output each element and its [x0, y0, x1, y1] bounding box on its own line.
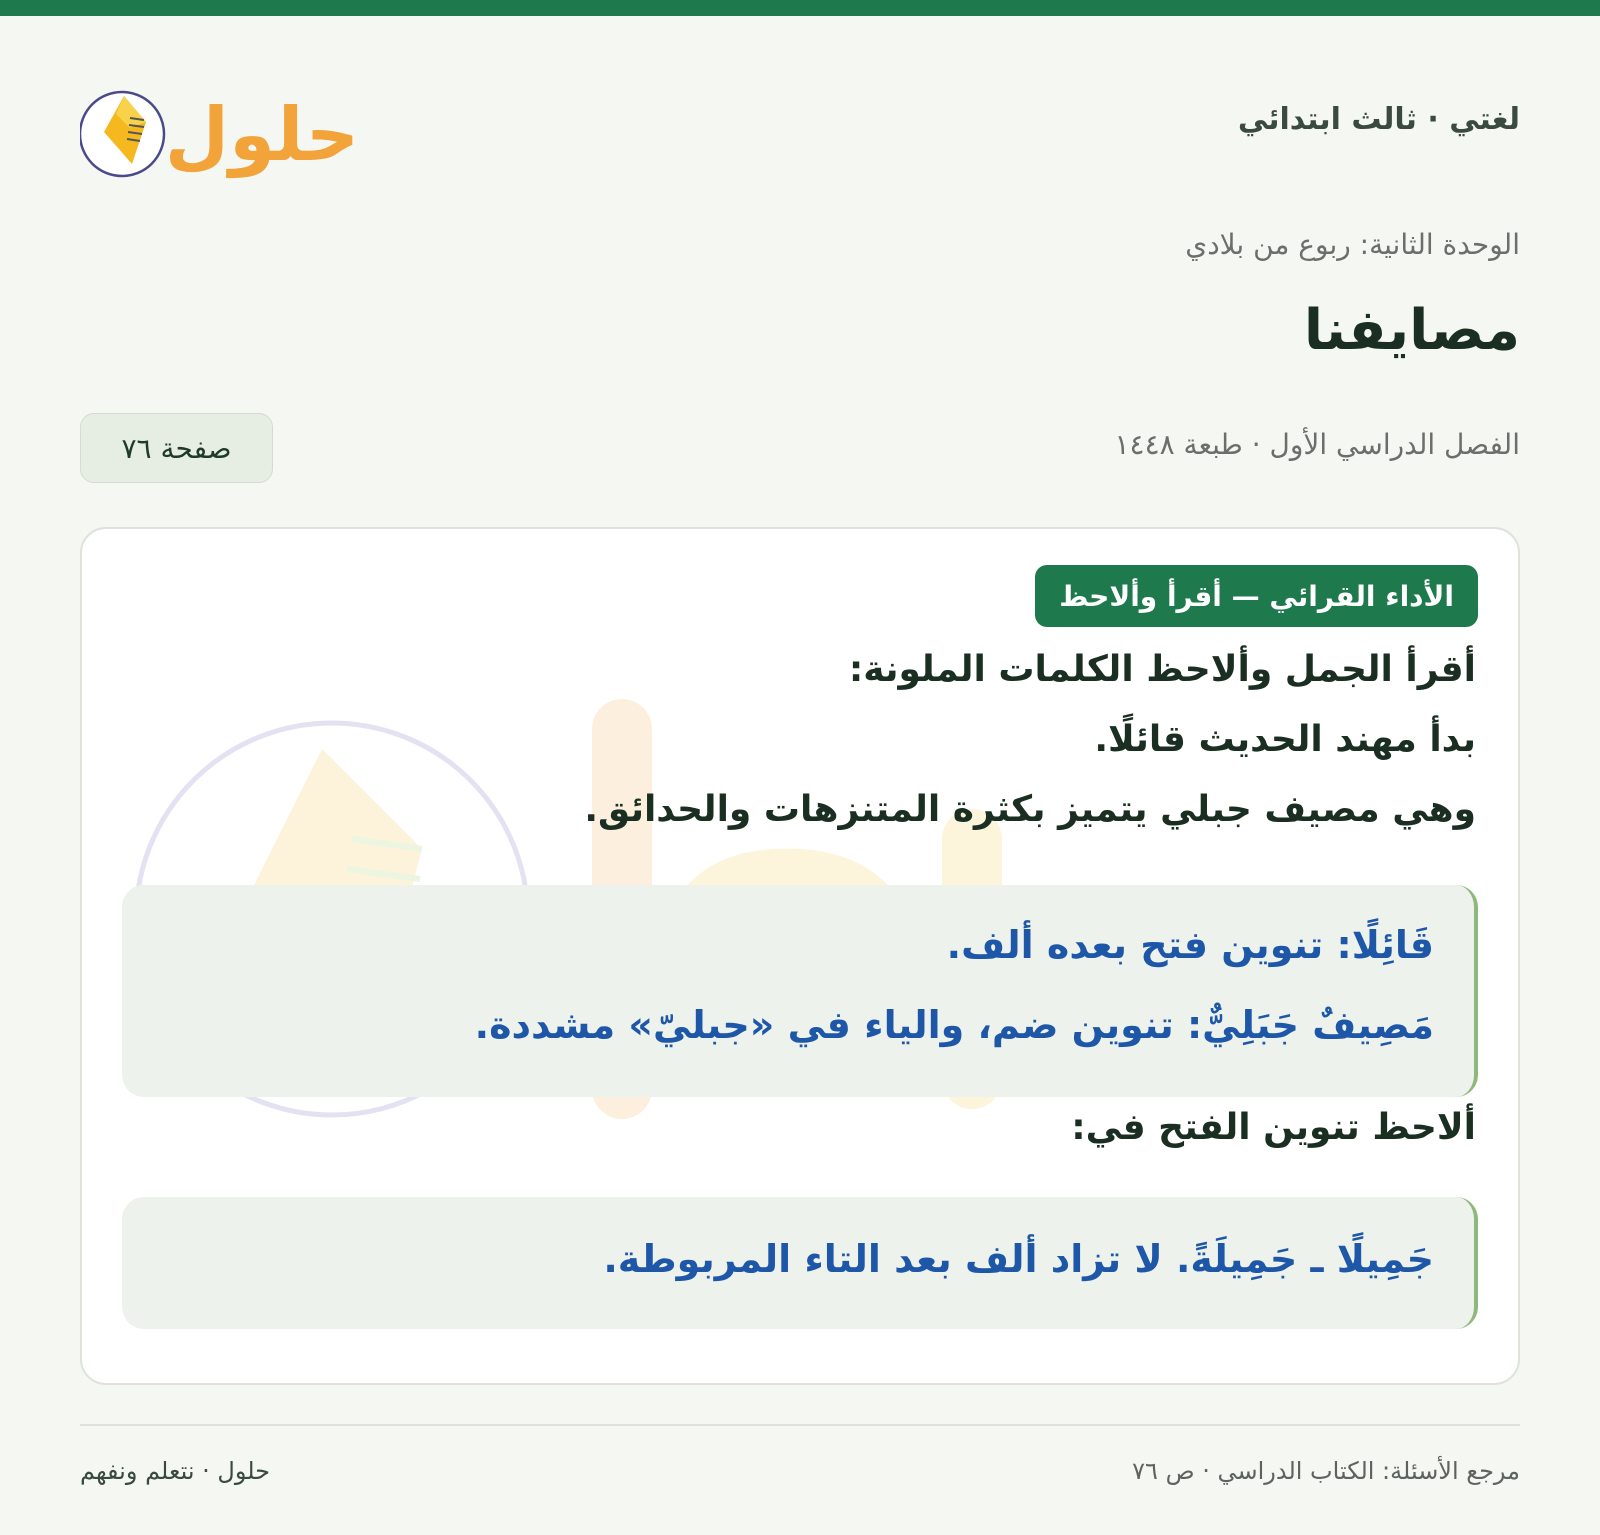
note-line-2: مَصِيفٌ جَبَلِيٌّ: تنوين ضم، والياء في «جبليّ» مشددة. — [474, 1003, 1434, 1047]
reading-sentence-1: بدأ مهند الحديث قائلًا. — [1094, 719, 1476, 760]
header — [80, 62, 1520, 192]
subject-title: لغتي · ثالث ابتدائي — [1237, 102, 1520, 137]
note-box-2 — [122, 1197, 1478, 1329]
logo[interactable] — [80, 68, 360, 188]
top-accent-bar — [0, 0, 1600, 16]
footer-reference: مرجع الأسئلة: الكتاب الدراسي · ص ٧٦ — [1132, 1457, 1520, 1485]
note-line-3: جَمِيلًا ـ جَمِيلَةً. لا تزاد ألف بعد التاء المربوطة. — [603, 1237, 1434, 1281]
note-line-1: قَائِلًا: تنوين فتح بعده ألف. — [946, 923, 1434, 967]
section-title-badge: الأداء القرائي — أقرأ وألاحظ — [1035, 565, 1478, 627]
subheading: ألاحظ تنوين الفتح في: — [1071, 1107, 1476, 1148]
page-badge[interactable]: صفحة ٧٦ — [80, 413, 273, 483]
term-info: الفصل الدراسي الأول · طبعة ١٤٤٨ — [1114, 428, 1520, 461]
content-card — [80, 527, 1520, 1385]
logo-book-icon — [80, 68, 360, 188]
unit-title: الوحدة الثانية: ربوع من بلادي — [1185, 228, 1520, 261]
footer-brand[interactable]: حلول · نتعلم ونفهم — [80, 1457, 270, 1485]
footer-divider — [80, 1424, 1520, 1426]
lesson-title: مصايفنا — [1303, 298, 1520, 363]
note-box-1 — [122, 885, 1478, 1097]
instruction-line: أقرأ الجمل وألاحظ الكلمات الملونة: — [848, 649, 1476, 690]
logo-text: حلول — [164, 92, 360, 178]
reading-sentence-2: وهي مصيف جبلي يتميز بكثرة المتنزهات والحدائق. — [584, 789, 1476, 830]
